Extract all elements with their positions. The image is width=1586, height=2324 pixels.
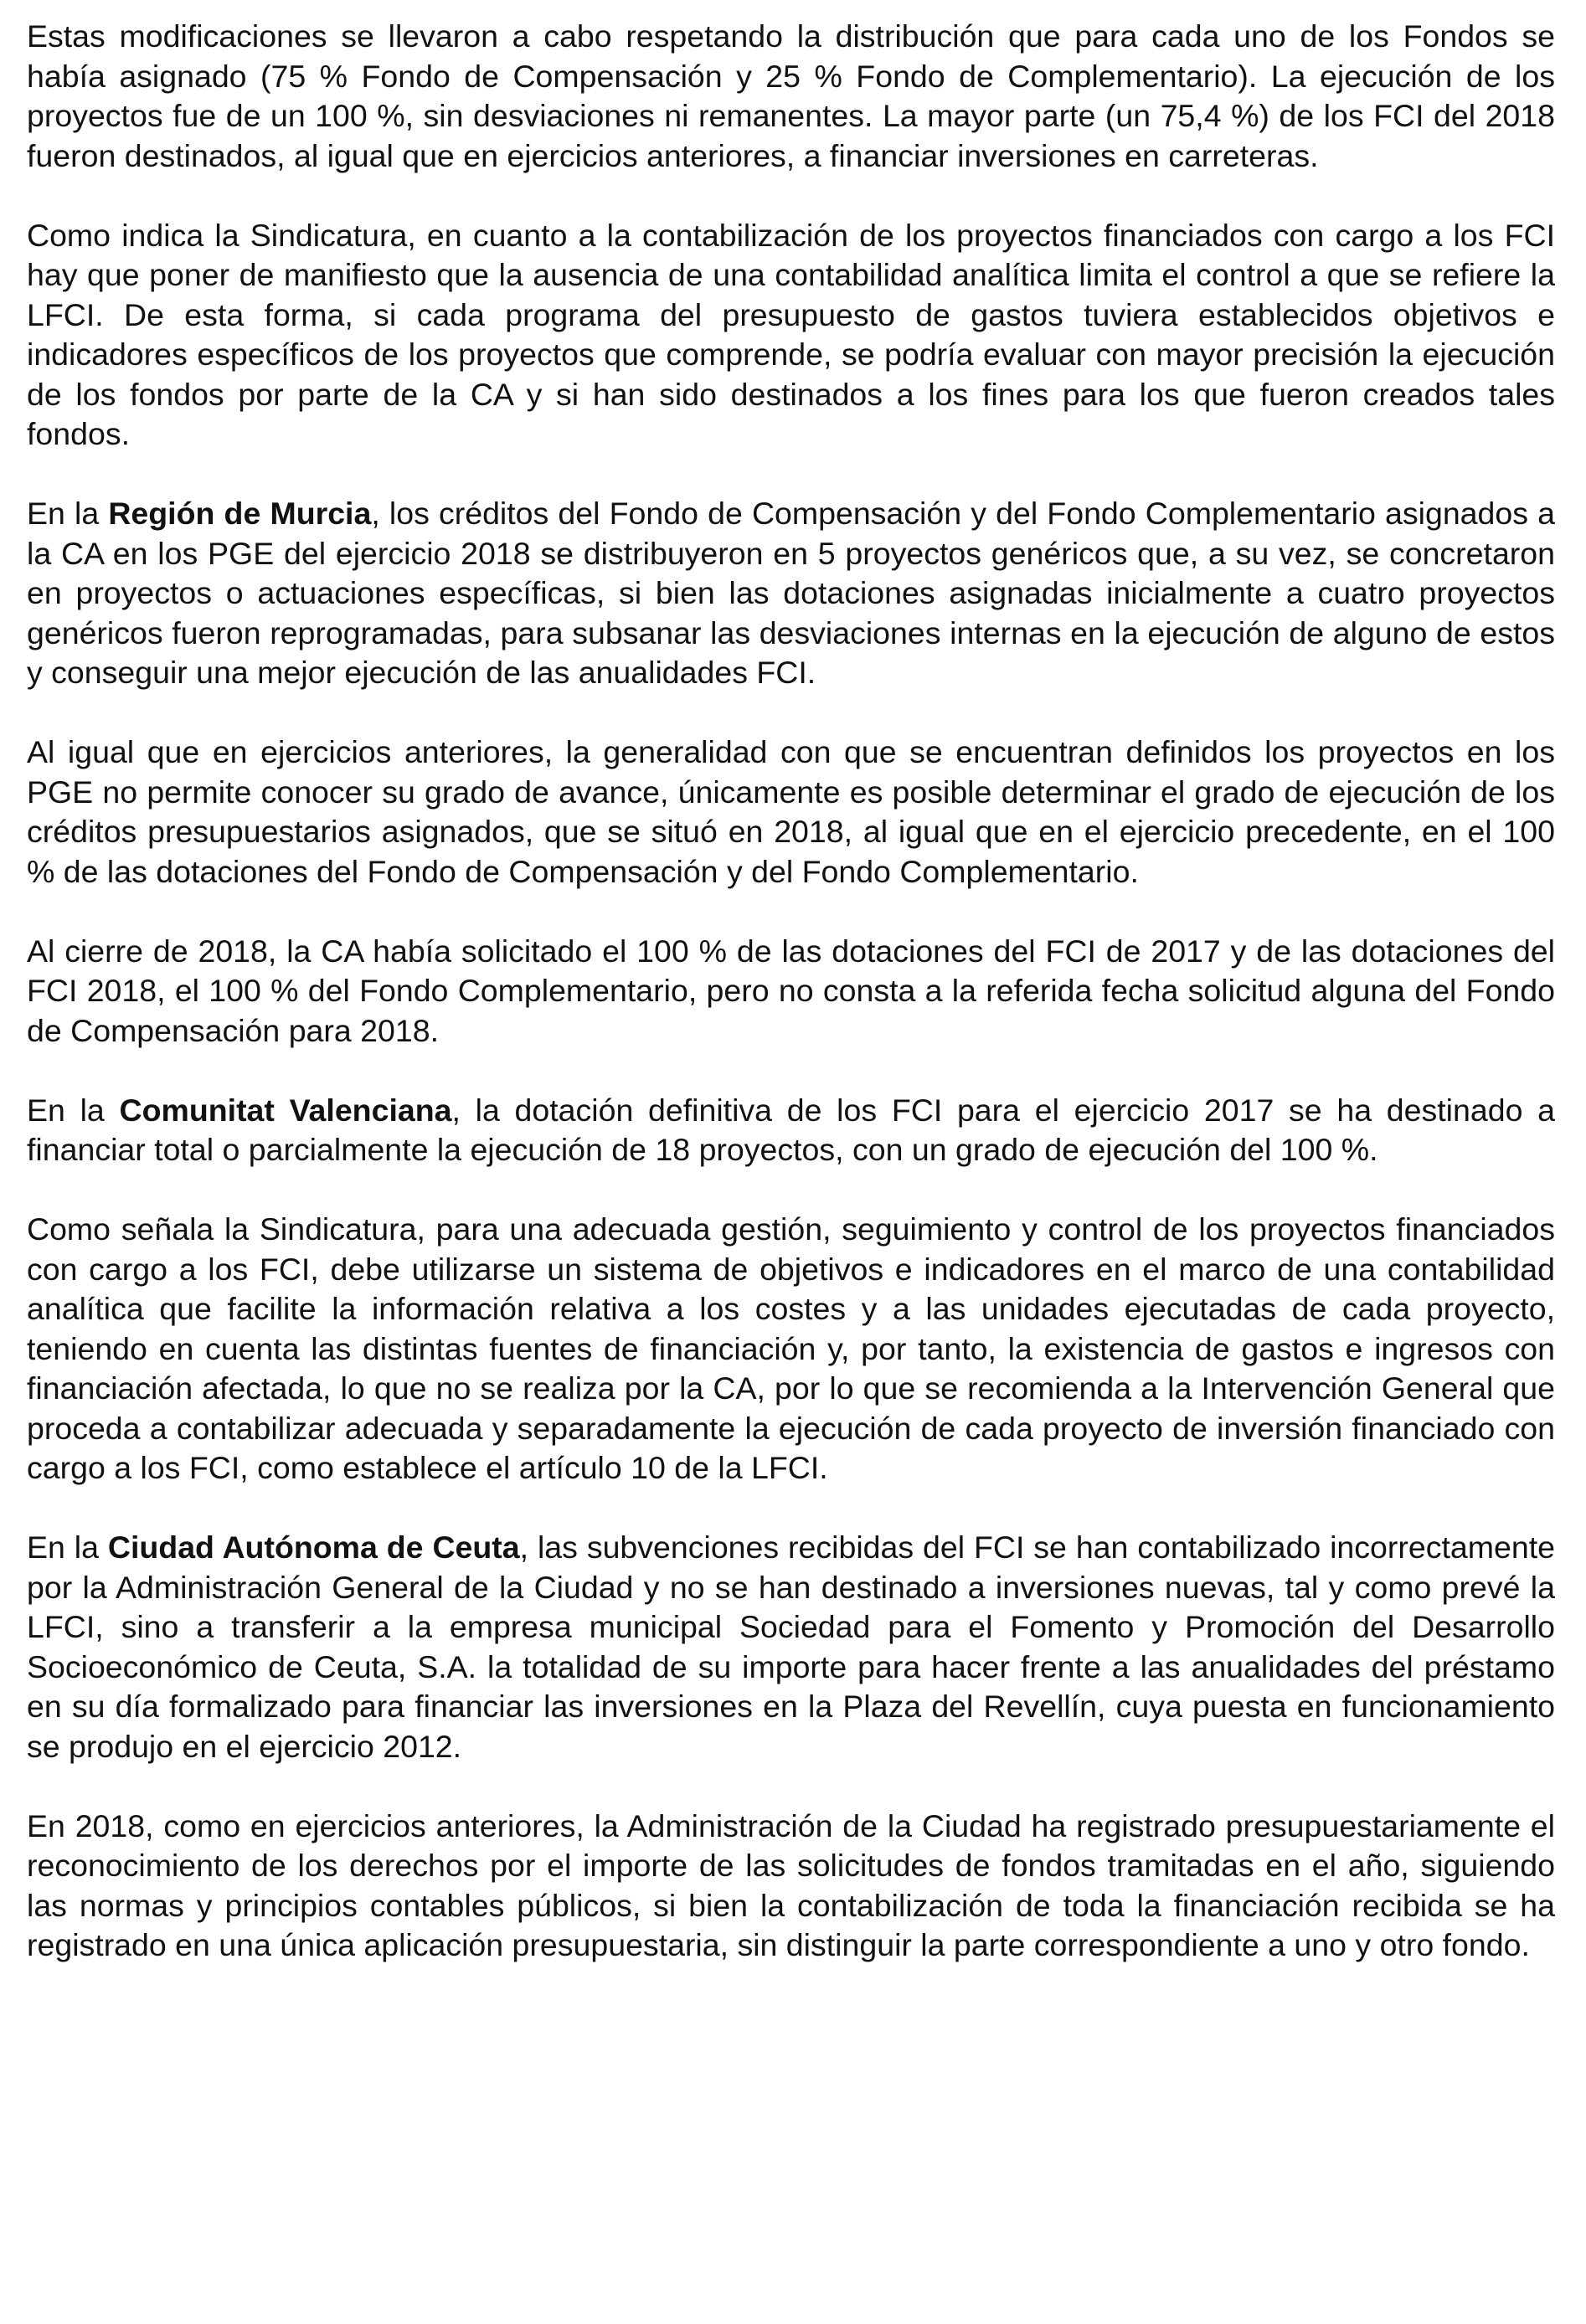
paragraph-prefix: En la	[27, 496, 109, 531]
paragraph-body: , las subvenciones recibidas del FCI se han contabilizado incorrectamente por la Administración General de la Ciudad y no se han destinado a inversiones nuevas, tal y como prevé la LFCI, sino a transferir a la empresa municipal Sociedad para el Fomento y Promoción del Desarrollo Socioeconómico de Ceuta, S.A. la totalidad de su importe para hacer frente a las anualidades del préstamo en su día formalizado para financiar las inversiones en la Plaza del Revellín, cuya puesta en funcionamiento se produjo en el ejercicio 2012.	[27, 1530, 1555, 1764]
paragraph-sindicatura-recomendacion: Como señala la Sindicatura, para una adecuada gestión, seguimiento y control de los proyectos financiados con cargo a los FCI, debe utilizarse un sistema de objetivos e indicadores en el marco de una contabilidad analítica que facilite la información relativa a los costes y a las unidades ejecutadas de cada proyecto, teniendo en cuenta las distintas fuentes de financiación y, por tanto, la existencia de gastos e ingresos con financiación afectada, lo que no se realiza por la CA, por lo que se recomienda a la Intervención General que proceda a contabilizar adecuada y separadamente la ejecución de cada proyecto de inversión financiado con cargo a los FCI, como establece el artículo 10 de la LFCI.	[27, 1211, 1555, 1485]
paragraph-generalidad-proyectos: Al igual que en ejercicios anteriores, la generalidad con que se encuentran definidos los proyectos en los PGE no permite conocer su grado de avance, únicamente es posible determinar el grado de ejecución de los créditos presupuestarios asignados, que se situó en 2018, al igual que en el ejercicio precedente, en el 100 % de las dotaciones del Fondo de Compensación y del Fondo Complementario.	[27, 734, 1555, 889]
region-name-murcia: Región de Murcia	[108, 496, 372, 531]
paragraph-prefix: En la	[27, 1530, 108, 1565]
document-page	[27, 17, 1555, 1966]
paragraph-ciudad-ceuta	[27, 1528, 1555, 1766]
region-name-ceuta: Ciudad Autónoma de Ceuta	[107, 1530, 520, 1565]
paragraph-prefix: En la	[27, 1092, 120, 1128]
paragraph-body: , la dotación definitiva de los FCI para el ejercicio 2017 se ha destinado a financiar total o parcialmente la ejecución de 18 proyectos, con un grado de ejecución del 100 %.	[27, 1092, 1555, 1167]
paragraph-cierre-2018: Al cierre de 2018, la CA había solicitado el 100 % de las dotaciones del FCI de 2017 y de las dotaciones del FCI 2018, el 100 % del Fondo Complementario, pero no consta a la referida fecha solicitud alguna del Fondo de Compensación para 2018.	[27, 933, 1555, 1048]
paragraph-modificaciones: Estas modificaciones se llevaron a cabo respetando la distribución que para cada uno de los Fondos se había asignado (75 % Fondo de Compensación y 25 % Fondo de Complementario). La ejecución de los proyectos fue de un 100 %, sin desviaciones ni remanentes. La mayor parte (un 75,4 %) de los FCI del 2018 fueron destinados, al igual que en ejercicios anteriores, a financiar inversiones en carreteras.	[27, 18, 1555, 173]
paragraph-sindicatura-contabilizacion: Como indica la Sindicatura, en cuanto a la contabilización de los proyectos financiados con cargo a los FCI hay que poner de manifiesto que la ausencia de una contabilidad analítica limita el control a que se refiere la LFCI. De esta forma, si cada programa del presupuesto de gastos tuviera establecidos objetivos e indicadores específicos de los proyectos que comprende, se podría evaluar con mayor precisión la ejecución de los fondos por parte de la CA y si han sido destinados a los fines para los que fueron creados tales fondos.	[27, 217, 1555, 451]
paragraph-administracion-ciudad: En 2018, como en ejercicios anteriores, la Administración de la Ciudad ha registrado presupuestariamente el reconocimiento de los derechos por el importe de las solicitudes de fondos tramitadas en el año, siguiendo las normas y principios contables públicos, si bien la contabilización de toda la financiación recibida se ha registrado en una única aplicación presupuestaria, sin distinguir la parte correspondiente a uno y otro fondo.	[27, 1807, 1555, 1962]
region-name-valenciana: Comunitat Valenciana	[119, 1092, 452, 1128]
paragraph-comunitat-valenciana	[27, 1091, 1555, 1170]
paragraph-region-murcia	[27, 494, 1555, 693]
paragraph-body: , los créditos del Fondo de Compensación y del Fondo Complementario asignados a la CA en los PGE del ejercicio 2018 se distribuyeron en 5 proyectos genéricos que, a su vez, se concretaron en proyectos o actuaciones específicas, si bien las dotaciones asignadas inicialmente a cuatro proyectos genéricos fueron reprogramadas, para subsanar las desviaciones internas en la ejecución de alguno de estos y conseguir una mejor ejecución de las anualidades FCI.	[27, 496, 1555, 690]
